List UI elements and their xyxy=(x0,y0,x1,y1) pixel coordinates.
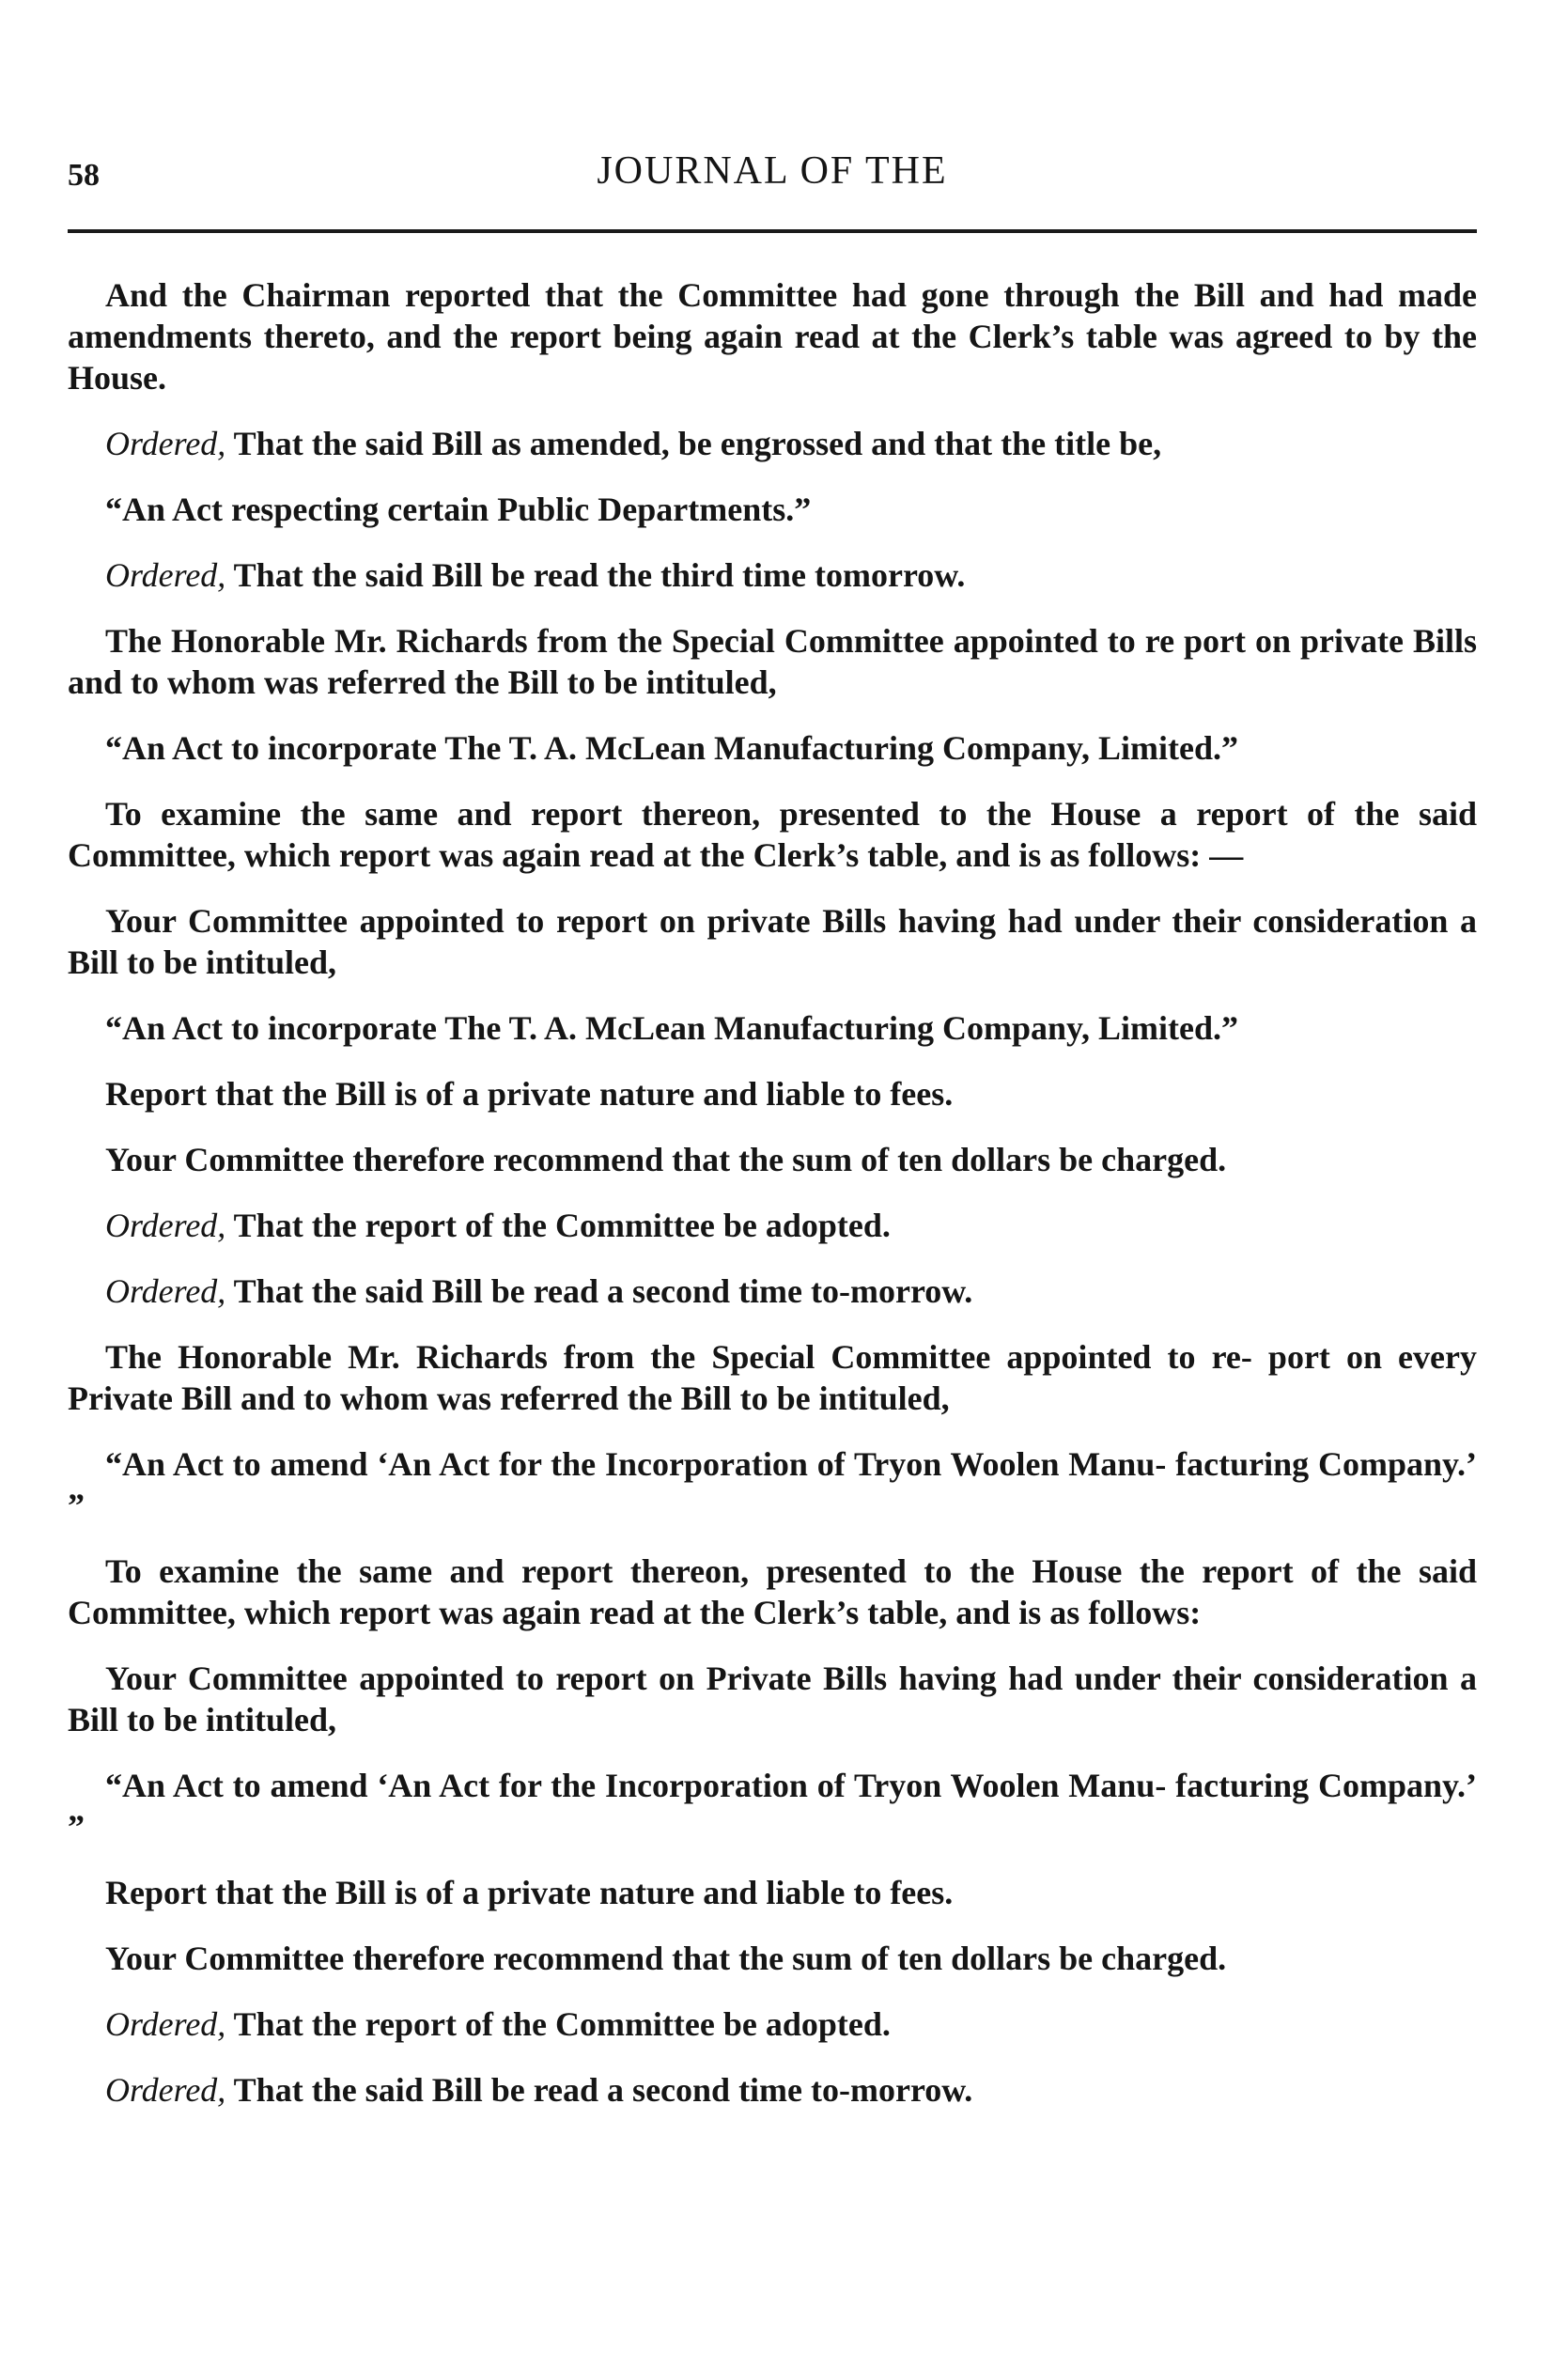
page-number: 58 xyxy=(68,158,100,193)
paragraph xyxy=(68,489,1477,530)
paragraph-text: That the said Bill be read a second time to-morrow. xyxy=(233,1272,973,1310)
paragraph-text: Report that the Bill is of a private nature and liable to fees. xyxy=(105,1075,954,1113)
paragraph-text: That the said Bill as amended, be engrossed and that the title be, xyxy=(233,425,1162,462)
paragraph xyxy=(68,1443,1477,1526)
paragraph xyxy=(68,1765,1477,1847)
paragraph xyxy=(68,1872,1477,1913)
ordered-label: Ordered, xyxy=(105,1207,226,1244)
paragraph xyxy=(68,727,1477,769)
ordered-paragraph xyxy=(68,423,1477,464)
paragraph-text: Your Committee appointed to report on Private Bills having had under their consideration a Bill to be intituled, xyxy=(68,1660,1477,1738)
paragraph xyxy=(68,793,1477,876)
paragraph-text: “An Act to amend ‘An Act for the Incorporation of Tryon Woolen Manu- facturing Company.’ ” xyxy=(68,1445,1477,1524)
ordered-label: Ordered, xyxy=(105,1272,226,1310)
ordered-paragraph xyxy=(68,2069,1477,2111)
paragraph-text: The Honorable Mr. Richards from the Special Committee appointed to re port on private Bills and to whom was referred the Bill to be intituled, xyxy=(68,622,1477,701)
paragraph-text: The Honorable Mr. Richards from the Special Committee appointed to re- port on every Private Bill and to whom was referred the Bill to be intituled, xyxy=(68,1338,1477,1417)
ordered-paragraph xyxy=(68,554,1477,596)
paragraph-text: Report that the Bill is of a private nature and liable to fees. xyxy=(105,1874,954,1911)
paragraph-text: “An Act to incorporate The T. A. McLean Manufacturing Company, Limited.” xyxy=(105,1009,1238,1047)
paragraph xyxy=(68,1658,1477,1740)
paragraph-text: That the report of the Committee be adopted. xyxy=(233,1207,891,1244)
paragraph xyxy=(68,274,1477,398)
journal-body xyxy=(68,274,1477,2135)
paragraph xyxy=(68,620,1477,703)
paragraph xyxy=(68,1007,1477,1049)
header-rule xyxy=(68,229,1477,233)
ordered-label: Ordered, xyxy=(105,2005,226,2043)
paragraph xyxy=(68,900,1477,983)
paragraph-text: To examine the same and report thereon, presented to the House the report of the said Committee, which report was again read at the Clerk’s table, and is as follows: xyxy=(68,1552,1477,1631)
paragraph xyxy=(68,1139,1477,1180)
paragraph-text: “An Act respecting certain Public Departments.” xyxy=(105,491,812,528)
paragraph-text: That the report of the Committee be adopted. xyxy=(233,2005,891,2043)
ordered-paragraph xyxy=(68,1270,1477,1312)
ordered-paragraph xyxy=(68,1205,1477,1246)
running-head: JOURNAL OF THE xyxy=(597,149,948,193)
paragraph-text: Your Committee therefore recommend that the sum of ten dollars be charged. xyxy=(105,1940,1227,1977)
paragraph-text: To examine the same and report thereon, presented to the House a report of the said Committee, which report was again read at the Clerk’s table, and is as follows: — xyxy=(68,795,1477,874)
paragraph xyxy=(68,1336,1477,1419)
page-header xyxy=(68,148,1477,205)
paragraph-text: “An Act to amend ‘An Act for the Incorporation of Tryon Woolen Manu- facturing Company.’ ” xyxy=(68,1767,1477,1846)
ordered-label: Ordered, xyxy=(105,556,226,594)
paragraph xyxy=(68,1551,1477,1633)
paragraph-text: That the said Bill be read the third time tomorrow. xyxy=(233,556,966,594)
paragraph xyxy=(68,1073,1477,1114)
paragraph-text: Your Committee therefore recommend that the sum of ten dollars be charged. xyxy=(105,1141,1227,1178)
paragraph xyxy=(68,1938,1477,1979)
ordered-label: Ordered, xyxy=(105,425,226,462)
paragraph-text: “An Act to incorporate The T. A. McLean Manufacturing Company, Limited.” xyxy=(105,729,1238,767)
paragraph-text: And the Chairman reported that the Committee had gone through the Bill and had made amendments thereto, and the report being again read at the Clerk’s table was agreed to by the House. xyxy=(68,276,1477,397)
paragraph-text: Your Committee appointed to report on private Bills having had under their consideration a Bill to be intituled, xyxy=(68,902,1477,981)
paragraph-text: That the said Bill be read a second time to-morrow. xyxy=(233,2071,973,2109)
ordered-paragraph xyxy=(68,2003,1477,2045)
ordered-label: Ordered, xyxy=(105,2071,226,2109)
